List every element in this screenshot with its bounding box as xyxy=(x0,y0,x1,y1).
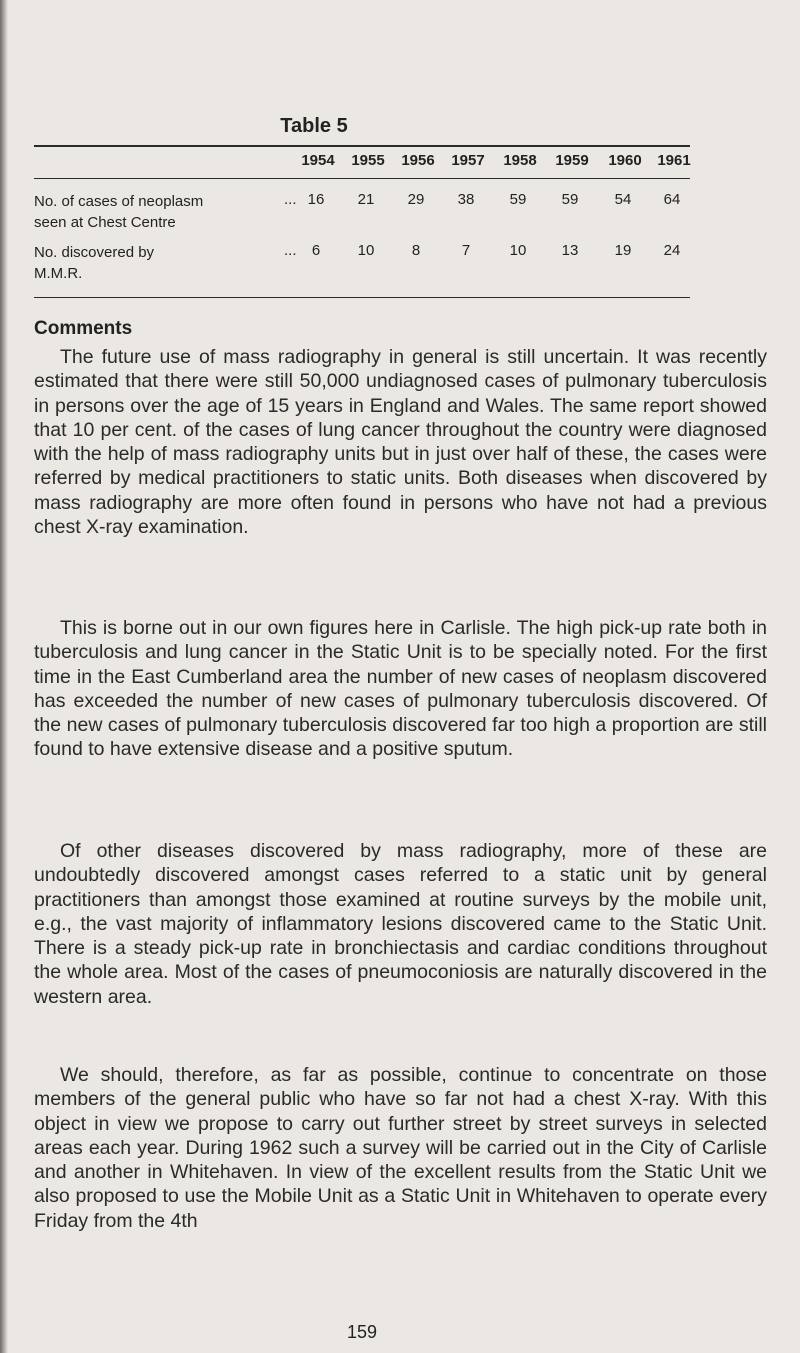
table-top-rule xyxy=(34,145,690,147)
comments-paragraph: The future use of mass radiography in general is still uncertain. It was recently estimated that there were still 50,000 undiagnosed cases of pulmonary tuberculosis in persons over the age of 15 years in England and Wales. The same report showed that 10 per cent. of the cases of lung cancer throughout the country were diagnosed with the help of mass radiography units but in just over half of these, the cases were referred by medical practitioners to static units. Both diseases when discovered by mass radiography are more often found in persons who have not had a previous chest X-ray examination. xyxy=(34,346,767,539)
table-cell: 16 xyxy=(307,191,325,208)
table-cell: 19 xyxy=(614,242,632,259)
table-cell: 10 xyxy=(357,242,375,259)
table-cell: 54 xyxy=(614,191,632,208)
table-cell: 7 xyxy=(461,242,471,259)
year-header: 1957 xyxy=(451,152,485,169)
leader-dots: ... xyxy=(284,242,297,259)
year-header: 1958 xyxy=(503,152,537,169)
table-cell: 59 xyxy=(509,191,527,208)
table-cell: 13 xyxy=(561,242,579,259)
comments-paragraph: We should, therefore, as far as possible, continue to concentrate on those members of the general public who have so far not had a chest X-ray. With this object in view we propose to carry out further street by street surveys in selected areas each year. During 1962 such a survey will be carried out in the City of Carlisle and another in Whitehaven. In view of the excellent results from the Static Unit we also proposed to use the Mobile Unit as a Static Unit in Whitehaven to operate every Friday from the 4th xyxy=(34,1064,767,1232)
table-cell: 24 xyxy=(663,242,681,259)
comments-heading: Comments xyxy=(34,318,133,339)
table-row-label: No. of cases of neoplasm seen at Chest Centre xyxy=(34,193,204,231)
table-cell: 59 xyxy=(561,191,579,208)
table-cell: 10 xyxy=(509,242,527,259)
table-bottom-rule xyxy=(34,297,690,298)
table-header-rule xyxy=(34,178,690,179)
table-cell: 21 xyxy=(357,191,375,208)
table-cell: 64 xyxy=(663,191,681,208)
page-binding-edge xyxy=(0,0,8,1353)
comments-paragraph: This is borne out in our own figures here in Carlisle. The high pick-up rate both in tuberculosis and lung cancer in the Static Unit is to be specially noted. For the first time in the East Cumberland area the number of new cases of neoplasm discovered has exceeded the number of new cases of pulmonary tuberculosis discovered. Of the new cases of pulmonary tuberculosis discovered far too high a proportion are still found to have extensive disease and a positive sputum. xyxy=(34,617,767,761)
leader-dots: ... xyxy=(284,191,297,208)
table-row-label: No. discovered by M.M.R. xyxy=(34,244,155,282)
year-header: 1959 xyxy=(555,152,589,169)
year-header: 1955 xyxy=(351,152,385,169)
table-cell: 8 xyxy=(411,242,421,259)
year-header: 1954 xyxy=(301,152,335,169)
table-cell: 6 xyxy=(311,242,321,259)
year-header: 1960 xyxy=(608,152,642,169)
year-header: 1961 xyxy=(657,152,691,169)
table-cell: 29 xyxy=(407,191,425,208)
year-header: 1956 xyxy=(401,152,435,169)
table-title: Table 5 xyxy=(280,115,348,137)
table-cell: 38 xyxy=(457,191,475,208)
comments-paragraph: Of other diseases discovered by mass radiography, more of these are undoubtedly discovered amongst cases referred to a static unit by general practitioners than amongst those examined at routine surveys by the mobile unit, e.g., the vast majority of inflammatory lesions discovered came to the Static Unit. There is a steady pick-up rate in bronchiectasis and cardiac conditions throughout the whole area. Most of the cases of pneumoconiosis are naturally discovered in the western area. xyxy=(34,840,767,1008)
page-number: 159 xyxy=(346,1322,378,1342)
